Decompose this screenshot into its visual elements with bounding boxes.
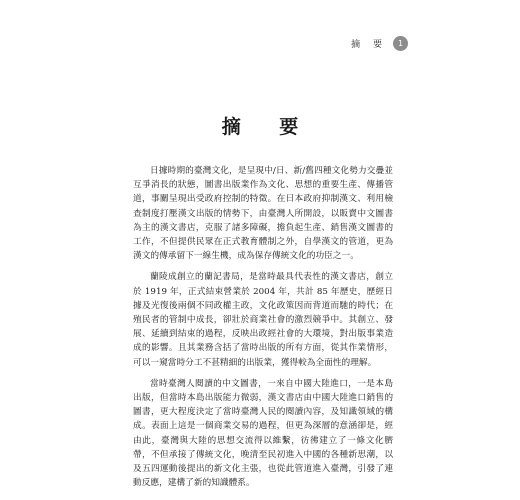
abstract-paragraph-2: 蘭陵成創立的蘭記書局，是當時最具代表性的漢文書店，創立於 1919 年，正式結束營業於 2004 年，共計 85 年歷史，歷經日據及光復後兩個不同政權主政，文化政策因而背道而馳的時代；在殖民者的管制中成長，卻壯於商業社會的激烈競爭中。其創立、發展、延續到結束的過程，反映出政經社會的大環境，對出版事業造成的影響。且其業務含括了當時出版的所有方面，從其作業情形，可以一窺當時分工不甚精細的出版業，獲得較為全面性的理解。	[133, 272, 393, 368]
abstract-paragraph-3: 當時臺灣人閱讀的中文圖書，一來自中國大陸進口，一是本島出版，但當時本島出版能力微弱，漢文書店由中國大陸進口銷售的圖書，更大程度決定了當時臺灣人民的閱讀內容，及知識領域的構成。表面上這是一個商業交易的過程，但更為深層的意涵卻是，經由此，臺灣與大陸的思想交流得以維繫，彷彿建立了一條文化臍帶，不但承接了傳統文化，晚清至民初進入中國的各種新思潮，以及五四運動後提出的新文化主張，也從此管道進入臺灣，引發了連動反應，建構了新的知識體系。	[133, 378, 393, 489]
abstract-body	[133, 164, 393, 497]
running-header-label: 摘 要	[351, 40, 387, 50]
page-title: 摘 要	[221, 116, 315, 138]
page-number-badge: 1	[393, 36, 408, 51]
running-header	[351, 36, 408, 51]
abstract-paragraph-1: 日據時期的臺灣文化，是呈現中/日、新/舊四種文化勢力交疊並互爭消長的狀態，圖書出版業作為文化、思想的重要生產、傳播管道，事關呈現出受政府控制的特徵。在日本政府抑制漢文、利用檢查制度打壓漢文出版的情勢下，由臺灣人所開設，以販賣中文圖書為主的漢文書店，克服了諸多障礙，擔負起生產、銷售漢文圖書的工作，不但提供民眾在正式教育體制之外，自學漢文的管道，更為漢文的傳承留下一線生機，成為保存傳統文化的功臣之一。	[133, 166, 393, 262]
